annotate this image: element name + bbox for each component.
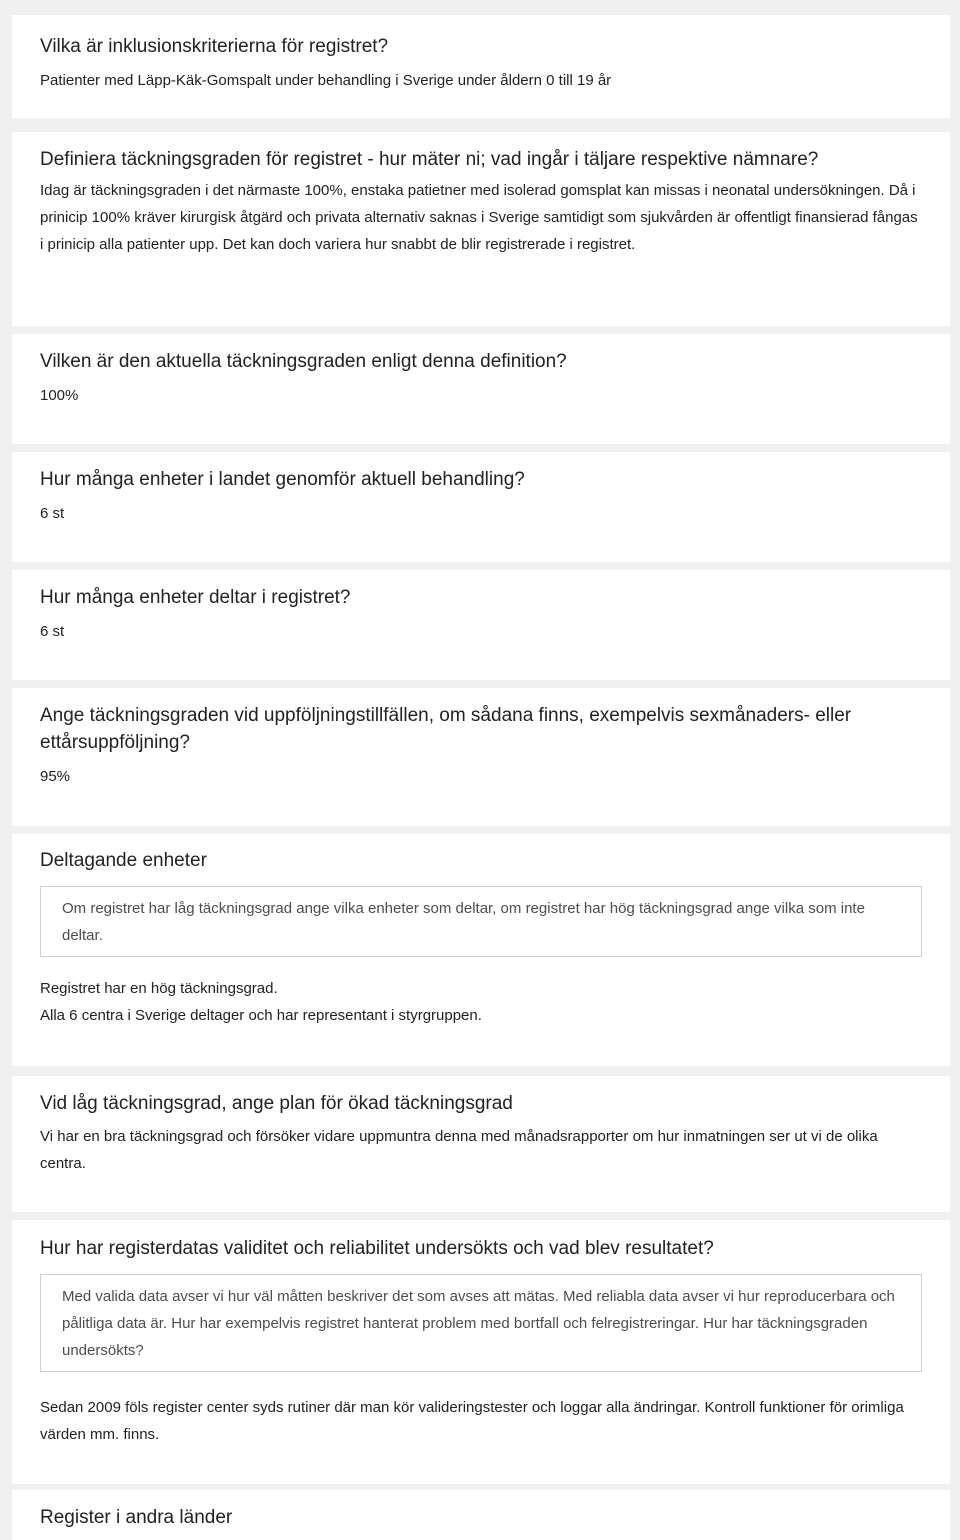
- answer-participating-units-line1: Registret har en hög täckningsgrad.: [40, 980, 278, 997]
- hint-box: Med valida data avser vi hur väl måtten beskriver det som avses att mätas. Med reliabla data avser vi hur reproducerbara och pålitliga data är. Hur har exempelvis registret hanterat problem med bortfall och felregistreringar. Hur har täckningsgraden undersökts?: [40, 1274, 922, 1372]
- question-coverage-plan: Vid låg täckningsgrad, ange plan för ökad täckningsgrad: [40, 1093, 513, 1114]
- section-current-coverage: [12, 334, 950, 444]
- question-units-in-country: Hur många enheter i landet genomför aktuell behandling?: [40, 469, 525, 490]
- question-participating-units: Deltagande enheter: [40, 850, 207, 871]
- question-units-in-registry: Hur många enheter deltar i registret?: [40, 587, 351, 608]
- section-participating-units: [12, 834, 950, 1066]
- section-units-in-registry: [12, 570, 950, 680]
- question-coverage-definition: Definiera täckningsgraden för registret - hur mäter ni; vad ingår i täljare respektive nämnare?: [40, 149, 819, 170]
- section-units-in-country: [12, 452, 950, 562]
- answer-followup-coverage: 95%: [40, 768, 71, 785]
- hint-box: Om registret har låg täckningsgrad ange vilka enheter som deltar, om registret har hög täckningsgrad ange vilka som inte deltar.: [40, 886, 922, 957]
- answer-units-in-country: 6 st: [40, 505, 65, 522]
- answer-participating-units-line2: Alla 6 centra i Sverige deltager och har representant i styrgruppen.: [40, 1007, 482, 1024]
- question-inclusion-criteria: Vilka är inklusionskriterierna för registret?: [40, 36, 389, 57]
- question-followup-coverage: Ange täckningsgraden vid uppföljningstillfällen, om sådana finns, exempelvis sexmånaders- eller ettårsuppföljning?: [40, 705, 852, 753]
- section-validity-reliability: [12, 1220, 950, 1484]
- answer-units-in-registry: 6 st: [40, 623, 65, 640]
- question-validity-reliability: Hur har registerdatas validitet och reliabilitet undersökts och vad blev resultatet?: [40, 1238, 714, 1259]
- answer-coverage-definition: Idag är täckningsgraden i det närmaste 100%, enstaka patietner med isolerad gomsplat kan missas i neonatal undersökningen. Då i prinicip 100% kräver kirurgisk åtgärd och privata alternativ saknas i Sverige samtidigt som sjukvården är offentligt finansierad fångas i prinicip alla patienter upp. Det kan doch variera hur snabbt de blir registrerade i registret.: [40, 182, 918, 253]
- question-registries-other-countries: Register i andra länder: [40, 1507, 233, 1528]
- section-registries-other-countries: [12, 1490, 950, 1540]
- answer-inclusion-criteria: Patienter med Läpp-Käk-Gomspalt under behandling i Sverige under åldern 0 till 19 år: [40, 72, 612, 89]
- question-current-coverage: Vilken är den aktuella täckningsgraden enligt denna definition?: [40, 351, 567, 372]
- section-coverage-plan: [12, 1076, 950, 1212]
- section-followup-coverage: [12, 688, 950, 826]
- section-inclusion-criteria: [12, 15, 950, 118]
- answer-current-coverage: 100%: [40, 387, 79, 404]
- answer-coverage-plan: Vi har en bra täckningsgrad och försöker vidare uppmuntra denna med månadsrapporter om hur inmatningen ser ut vi de olika centra.: [40, 1128, 878, 1172]
- answer-validity-reliability: Sedan 2009 föls register center syds rutiner där man kör valideringstester och loggar alla ändringar. Kontroll funktioner för orimliga värden mm. finns.: [40, 1399, 904, 1443]
- section-coverage-definition: [12, 132, 950, 326]
